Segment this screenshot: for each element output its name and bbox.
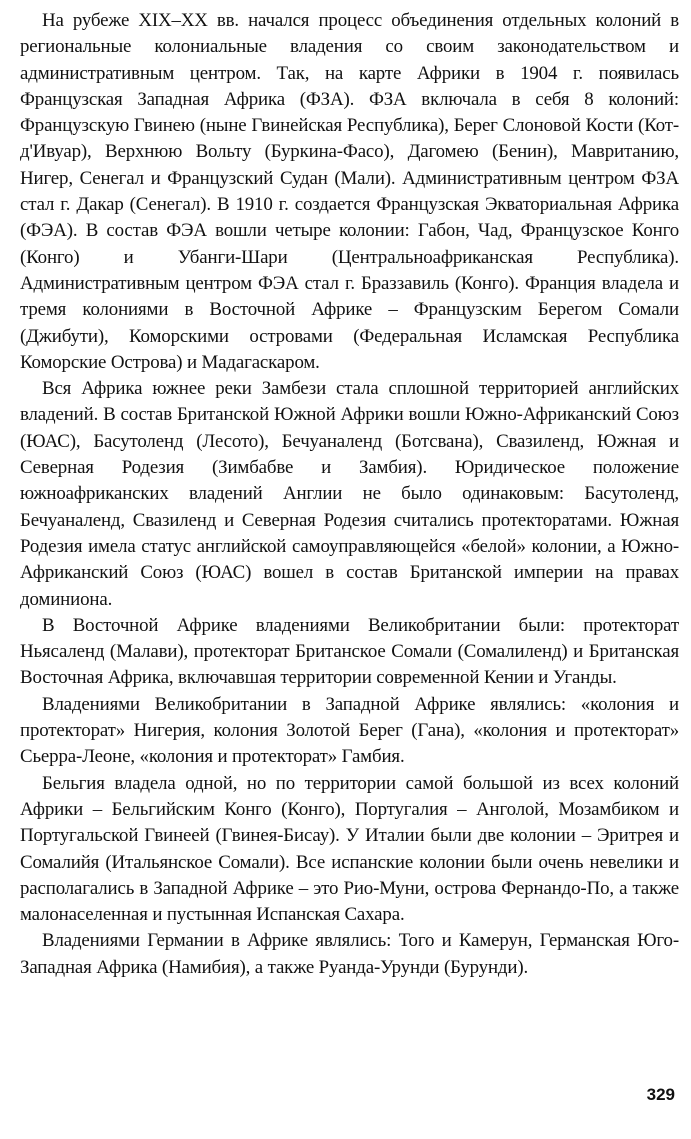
page-number: 329 <box>646 1085 675 1104</box>
paragraph-french-colonies: На рубеже XIX–XX вв. начался процесс объединения отдельных колоний в региональные колониальные владения со своим законодательством и административным центром. Так, на карте Африки в 1904 г. появилась Французская Западная Африка (ФЗА). ФЗА включала в себя 8 колоний: Французскую Гвинею (ныне Гвинейская Республика), Берег Слоновой Кости (Кот-д'Ивуар), Верхнюю Вольту (Буркина-Фасо), Дагомею (Бенин), Мавританию, Нигер, Сенегал и Французский Судан (Мали). Административным центром ФЗА стал г. Дакар (Сенегал). В 1910 г. создается Французская Экваториальная Африка (ФЭА). В состав ФЭА вошли четыре колонии: Габон, Чад, Французское Конго (Конго) и Убанги-Шари (Центральноафриканская Республика). Административным центром ФЭА стал г. Браззавиль (Конго). Франция владела и тремя колониями в Восточной Африке – Французским Берегом Сомали (Джибути), Коморскими островами (Федеральная Исламская Республика Коморские Острова) и Мадагаскаром. <box>20 10 679 373</box>
body-text <box>20 8 679 981</box>
paragraph-german-colonies: Владениями Германии в Африке являлись: Того и Камерун, Германская Юго-Западная Африка (Намибия), а также Руанда-Урунди (Бурунди). <box>20 930 679 978</box>
paragraph-british-west-africa: Владениями Великобритании в Западной Африке являлись: «колония и протекторат» Нигерия, колония Золотой Берег (Гана), «колония и протекторат» Сьерра-Леоне, «колония и протекторат» Гамбия. <box>20 693 679 768</box>
paragraph-other-colonial-powers: Бельгия владела одной, но по территории самой большой из всех колоний Африки – Бельгийским Конго (Конго), Португалия – Анголой, Мозамбиком и Португальской Гвинеей (Гвинея-Бисау). У Италии были две колонии – Эритрея и Сомалийя (Итальянское Сомали). Все испанские колонии были очень невелики и располагались в Западной Африке – это Рио-Муни, острова Фернандо-По, а также малонаселенная и пустынная Испанская Сахара. <box>20 772 679 926</box>
paragraph-british-south-africa: Вся Африка южнее реки Замбези стала сплошной территорией английских владений. В состав Британской Южной Африки вошли Южно-Африканский Союз (ЮАС), Басутоленд (Лесото), Бечуаналенд (Ботсвана), Свазиленд, Южная и Северная Родезия (Зимбабве и Замбия). Юридическое положение южноафриканских владений Англии не было одинаковым: Басутоленд, Бечуаналенд, Свазиленд и Северная Родезия считались протекторатами. Южная Родезия имела статус английской самоуправляющейся «белой» колонии, а Южно-Африканский Союз (ЮАС) вошел в состав Британской империи на правах доминиона. <box>20 378 679 610</box>
paragraph-british-east-africa: В Восточной Африке владениями Великобритании были: протекторат Ньясаленд (Малави), протекторат Британское Сомали (Сомалиленд) и Британская Восточная Африка, включавшая территории современной Кении и Уганды. <box>20 614 679 689</box>
